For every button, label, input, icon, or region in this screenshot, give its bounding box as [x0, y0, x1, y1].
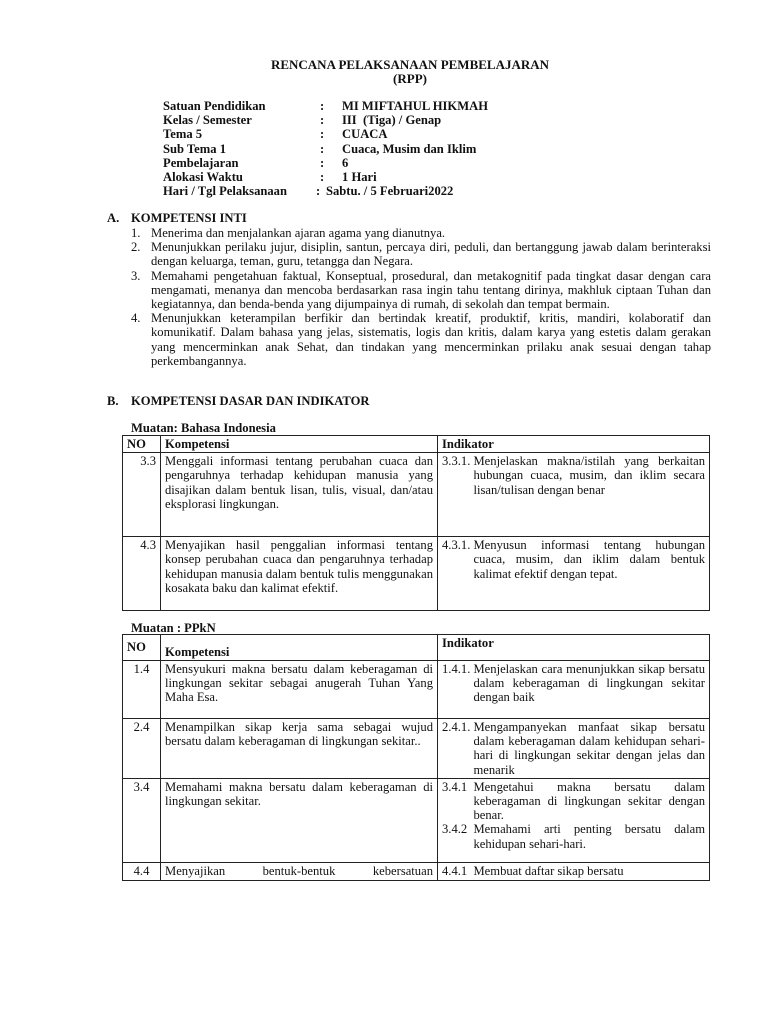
- table-row: 3.4 Memahami makna bersatu dalam keberagaman di lingkungan sekitar. 3.4.1 Mengetahui makna bersatu dalam keberagaman di lingkungan sekitar dengan benar. 3.4.2 Memahami arti penting bersatu dalam kehidupan sehari-hari.: [123, 778, 710, 862]
- header-no: NO: [123, 436, 161, 453]
- table-row: 2.4 Menampilkan sikap kerja sama sebagai wujud bersatu dalam keberagaman di lingkungan sekitar.. 2.4.1. Mengampanyekan manfaat sikap bersatu dalam keberagaman dalam kehidupan sehari-hari di lingkungan sekitar dengan jelas dan menarik: [123, 719, 710, 779]
- list-item: 3. Memahami pengetahuan faktual, Konseptual, prosedural, dan metakognitif pada tingkat dasar dengan cara mengamati, menanya dan mencoba berdasarkan rasa ingin tahu tentang dirinya, makhluk ciptaan Tuhan dan kegiatannya, dan benda-benda yang dijumpainya di rumah, di sekolah dan tempat bermain.: [131, 268, 711, 312]
- table-row: 1.4 Mensyukuri makna bersatu dalam keberagaman di lingkungan sekitar sebagai anugerah Tuhan Yang Maha Esa. 1.4.1. Menjelaskan cara menunjukkan sikap bersatu dalam keberagaman di lingkungan sekitar dengan baik: [123, 661, 710, 719]
- identity-row: Pembelajaran : 6: [163, 155, 349, 170]
- table-header-row: [123, 635, 710, 661]
- header-indikator: Indikator: [438, 635, 710, 661]
- muatan-ppkn-label: Muatan : PPkN: [131, 621, 216, 635]
- header-kompetensi: Kompetensi: [161, 635, 438, 661]
- table-row: 4.4 Menyajikan bentuk-bentuk kebersatuan 4.4.1 Membuat daftar sikap bersatu: [123, 862, 710, 880]
- indikator-cell: 3.3.1. Menjelaskan makna/istilah yang berkaitan hubungan cuaca, musim, dan iklim secara lisan/tulisan dengan benar: [438, 453, 710, 537]
- indikator-cell: 4.4.1 Membuat daftar sikap bersatu: [438, 862, 710, 880]
- identity-row: Satuan Pendidikan : MI MIFTAHUL HIKMAH: [163, 99, 488, 113]
- identity-row: Tema 5 : CUACA: [163, 127, 388, 142]
- section-b-heading: B. KOMPETENSI DASAR DAN INDIKATOR: [107, 394, 370, 408]
- identity-row: Kelas / Semester : III (Tiga) / Genap: [163, 113, 442, 128]
- identity-block: [163, 99, 488, 198]
- document-title: RENCANA PELAKSANAAN PEMBELAJARAN: [270, 57, 550, 72]
- indikator-cell: 3.4.1 Mengetahui makna bersatu dalam keberagaman di lingkungan sekitar dengan benar. 3.4.2 Memahami arti penting bersatu dalam kehidupan sehari-hari.: [438, 778, 710, 862]
- identity-row: Hari / Tgl Pelaksanaan : Sabtu. / 5 Februari2022: [163, 184, 454, 199]
- indikator-cell: 4.3.1. Menyusun informasi tentang hubungan cuaca, musim, dan iklim dalam bentuk kalimat efektif dengan tepat.: [438, 537, 710, 611]
- kompetensi-inti-list: [131, 226, 711, 368]
- table-header-row: [123, 436, 710, 453]
- indikator-cell: 2.4.1. Mengampanyekan manfaat sikap bersatu dalam keberagaman dalam kehidupan sehari-hari di lingkungan sekitar dengan jelas dan menarik: [438, 719, 710, 779]
- table-ppkn: [122, 634, 710, 881]
- identity-row: Alokasi Waktu : 1 Hari: [163, 169, 377, 184]
- indikator-cell: 1.4.1. Menjelaskan cara menunjukkan sikap bersatu dalam keberagaman di lingkungan sekitar dengan baik: [438, 661, 710, 719]
- header-no: NO: [123, 635, 161, 661]
- list-item: 2. Menunjukkan perilaku jujur, disiplin, santun, percaya diri, peduli, dan bertanggung jawab dalam berinteraksi dengan keluarga, teman, guru, tetangga dan Negara.: [131, 240, 711, 269]
- table-row: 3.3 Menggali informasi tentang perubahan cuaca dan pengaruhnya terhadap kehidupan manusia yang disajikan dalam bentuk lisan, tulis, visual, dan/atau eksplorasi lingkungan. 3.3.1. Menjelaskan makna/istilah yang berkaitan hubungan cuaca, musim, dan iklim secara lisan/tulisan dengan benar: [123, 453, 710, 537]
- muatan-bahasa-indonesia-label: Muatan: Bahasa Indonesia: [131, 421, 276, 435]
- section-a-heading: A. KOMPETENSI INTI: [107, 211, 247, 225]
- header-kompetensi: Kompetensi: [161, 436, 438, 453]
- list-item: 1. Menerima dan menjalankan ajaran agama yang dianutnya.: [131, 226, 446, 240]
- identity-row: Sub Tema 1 : Cuaca, Musim dan Iklim: [163, 141, 477, 156]
- document-subtitle: (RPP): [393, 71, 427, 86]
- table-row: 4.3 Menyajikan hasil penggalian informasi tentang konsep perubahan cuaca dan pengaruhnya terhadap kehidupan manusia dalam bentuk tulis menggunakan kosakata baku dan kalimat efektif. 4.3.1. Menyusun informasi tentang hubungan cuaca, musim, dan iklim dalam bentuk kalimat efektif dengan tepat.: [123, 537, 710, 611]
- header-indikator: Indikator: [438, 436, 710, 453]
- table-bahasa-indonesia: [122, 435, 710, 611]
- list-item: 4. Menunjukkan keterampilan berfikir dan bertindak kreatif, produktif, kritis, mandiri, kolaboratif dan komunikatif. Dalam bahasa yang jelas, sistematis, logis dan kritis, dalam karya yang estetis dalam gerakan yang mencerminkan anak Sehat, dan tindakan yang mencerminkan prilaku anak sesuai dengan tahap perkembangannya.: [131, 311, 711, 368]
